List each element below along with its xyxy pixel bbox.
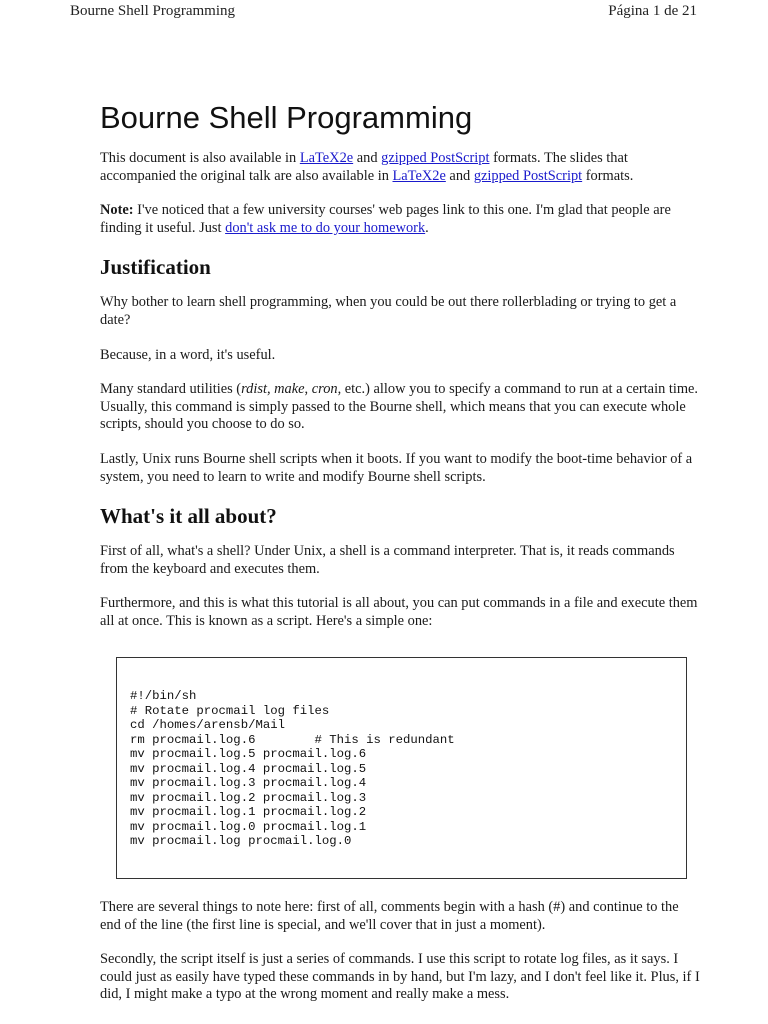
intro-text-3: formats. The slides that accompanied the original talk are also available in bbox=[100, 150, 628, 184]
postscript-document-link[interactable]: gzipped PostScript bbox=[381, 150, 490, 166]
note-paragraph bbox=[100, 202, 700, 237]
justification-heading: Justification bbox=[100, 255, 211, 280]
p3-text-a: Many standard utilities ( bbox=[100, 381, 242, 398]
p3-text-b: , bbox=[266, 381, 275, 398]
about-paragraph-1: First of all, what's a shell? Under Unix, a shell is a command interpreter. That is, it reads commands from the keyboard and executes them. bbox=[100, 543, 675, 577]
header-title: Bourne Shell Programming bbox=[70, 3, 235, 19]
main-content bbox=[100, 100, 700, 648]
about-paragraph-4: Secondly, the script itself is just a series of commands. I use this script to rotate log files, as it says. I could just as easily have typed these commands in by hand, but I'm lazy, and I don't feel like it. Plus, if I did, I might make a typo at the wrong moment and really make a mess. bbox=[100, 951, 700, 1003]
page-title: Bourne Shell Programming bbox=[100, 100, 473, 135]
intro-text-4: and bbox=[445, 167, 474, 184]
cron-term: cron bbox=[311, 381, 338, 398]
justification-paragraph-2: Because, in a word, it's useful. bbox=[100, 346, 276, 363]
after-code-content bbox=[100, 899, 702, 1021]
about-heading: What's it all about? bbox=[100, 504, 277, 529]
p3-text-c: , bbox=[304, 381, 312, 398]
intro-text-5: formats. bbox=[582, 167, 634, 184]
intro-text-1: This document is also available in bbox=[100, 150, 300, 166]
about-paragraph-2: Furthermore, and this is what this tutorial is all about, you can put commands in a file and execute them all at once. This is known as a script. Here's a simple one: bbox=[100, 595, 698, 629]
justification-paragraph-4: Lastly, Unix runs Bourne shell scripts when it boots. If you want to modify the boot-time behavior of a system, you need to learn to write and modify Bourne shell scripts. bbox=[100, 450, 693, 485]
note-end: . bbox=[425, 219, 429, 236]
rdist-term: rdist bbox=[241, 381, 267, 398]
page-number: Página 1 de 21 bbox=[608, 3, 697, 19]
intro-paragraph bbox=[100, 150, 700, 185]
make-term: make bbox=[274, 381, 305, 398]
homework-link[interactable]: don't ask me to do your homework bbox=[225, 219, 426, 236]
justification-paragraph-1: Why bother to learn shell programming, when you could be out there rollerblading or trying to get a date? bbox=[100, 294, 677, 328]
note-label: Note: bbox=[100, 202, 134, 219]
justification-paragraph-3 bbox=[100, 381, 700, 434]
code-example: #!/bin/sh # Rotate procmail log files cd /homes/arensb/Mail rm procmail.log.6 # This is redundant mv procmail.log.5 procmail.log.6 mv procmail.log.4 procmail.log.5 mv procmail.log.3 procmail.log.4 mv procmail.log.2 procmail.log.3 mv procmail.log.1 procmail.log.2 mv procmail.log.0 procmail.log.1 mv procmail.log procmail.log.0 bbox=[130, 689, 455, 848]
running-header bbox=[70, 2, 697, 20]
code-example-box bbox=[116, 657, 687, 879]
note-text: I've noticed that a few university courses' web pages link to this one. I'm glad that people are finding it useful. Just bbox=[100, 202, 671, 236]
latex2e-slides-link[interactable]: LaTeX2e bbox=[392, 167, 446, 184]
intro-text-2: and bbox=[353, 150, 382, 166]
postscript-slides-link[interactable]: gzipped PostScript bbox=[473, 167, 583, 184]
about-paragraph-3: There are several things to note here: first of all, comments begin with a hash (#) and continue to the end of the line (the first line is special, and we'll cover that in just a moment). bbox=[100, 899, 679, 933]
latex2e-document-link[interactable]: LaTeX2e bbox=[299, 150, 354, 166]
p3-text-d: , etc.) allow you to specify a command to run at a certain time. Usually, this command is simply passed to the Bourne shell, which means that you can execute whole scripts, should you choose to do so. bbox=[100, 381, 699, 433]
